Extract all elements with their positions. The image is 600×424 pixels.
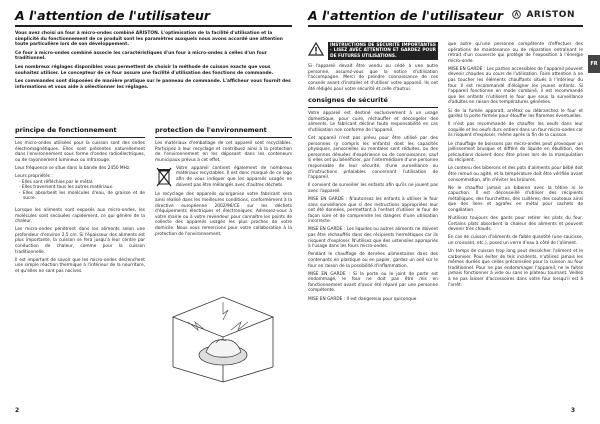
paragraph: MISE EN GARDE : Si la porte ou le joint de porte est endommagé, le four ne doit pas être mis en fonctionnement avant d'avoir été réparé par une personne compétente.: [308, 271, 438, 294]
paragraph: MISE EN GARDE : Les parties accessibles de l'appareil peuvent devenir chaudes au cours de l'utilisation. Faire attention à ne pas toucher les éléments chauffants situés à l'intérieur du four. Il est recommandé d'éloigner les jeunes enfants. Si l'appareil fonctionne en mode combiné, il est recommandé que les enfants n'utilisent le four que sous la surveillance d'adultes en raison des températures générées.: [448, 66, 583, 106]
paragraph: que autre qu'une personne compétente d'effectuer des opérations de maintenance ou de réparation entraînant le retrait d'un couvercle qui protège de l'exposition à l'énergie micro-onde.: [448, 42, 583, 64]
section-title: consignes de sécurité: [308, 96, 388, 105]
paragraph: Ne le chauffez jamais un biberon avec la tétine ni le capuchon. Il est déconseillé d'utiliser des récipients métalliques, des fourchettes, des cuillères, des couteaux ainsi que des liens et agrafes en métal pour sachets de congélation.: [448, 185, 583, 214]
list-item: - Elles sont réfléchies par le métal.: [19, 179, 94, 185]
paragraph: Pendant le chauffage de denrées alimentaires dans des contenants en plastique ou en papier, gardez un oeil sur le four en raison de la possibilité d'inflammation.: [308, 252, 438, 269]
ariston-logo-icon: [512, 10, 521, 19]
list-item: - Elles absorbent les molécules d'eau, de graisse et de sucre.: [19, 190, 145, 202]
paragraph: Lorsque les aliments sont exposés aux micro-ondes, les molécules sont secouées rapidement, ce qui génère de la chaleur.: [15, 207, 145, 225]
page-right: [300, 0, 600, 424]
section-rule: [155, 137, 292, 138]
paragraph: Il convient de surveiller les enfants afin qu'ils ne jouent pas avec l'appareil.: [308, 183, 438, 194]
warning-box: [308, 42, 438, 60]
list-item: - Elles traversent tous les autres matériaux.: [19, 185, 114, 191]
paragraph: Les matériaux d'emballage de cet appareil sont recyclables. Participez à leur recyclage et contribuez ainsi à la protection de l'environnement en les déposant dans les conteneurs municipaux prévus à cet effet.: [155, 141, 292, 163]
paragraph: Le recyclage des appareils qu'organise votre fabricant sera ainsi réalisé dans les meilleures conditions, conformément à la directive européenne 2002/96/CE sur les déchets d'équipements électriques et électroniques. Adressez-vous à votre mairie ou à votre revendeur pour connaître les points de collecte des appareils usagés les plus proches de votre domicile. Nous vous remercions pour votre collaboration à la protection de l'environnement.: [155, 192, 292, 237]
paragraph: Le contenu des biberons et des pots d'aliments pour bébé doit être remué ou agité, et la température doit être vérifiée avant consommation, afin d'éviter les brûlures.: [448, 166, 583, 183]
paragraph: Si de la fumée apparaît, arrêtez ou débranchez le four et gardez la porte fermée pour étouffer les flammes éventuelles.: [448, 108, 583, 120]
page-number: 3: [570, 407, 575, 414]
page-title: A l'attention de l'utilisateur: [308, 8, 504, 23]
warning-icon: [308, 42, 324, 60]
paragraph: Votre appareil contient également de nombreux matériaux recyclables. Il est donc marqué de ce logo afin de vous indiquer que les appareils usagés ne doivent pas être mélangés avec d'autres déchets.: [176, 165, 292, 188]
protection-section: [155, 126, 292, 240]
intro-text: [15, 31, 292, 93]
principe-section: [15, 126, 145, 277]
paragraph: Leur fréquence se situe dans la bande des 2450 MHz.: [15, 165, 131, 171]
paragraph: Votre appareil est destiné exclusivement à un usage domestique, pour cuire, réchauffer et décongeler des aliments. Le fabricant décline toute responsabilité en cas d'utilisation non conforme de l'appareil.: [308, 111, 438, 133]
weee-notice: [155, 166, 292, 191]
paragraph: N'utilisez toujours des gants pour retirer les plats du four. Certains plats absorbent la chaleur des aliments et peuvent devenir très chauds.: [448, 216, 583, 233]
paragraph: MISE EN GARDE : Il est dangereux pour quiconque: [308, 296, 417, 302]
brand-name: ARISTON: [526, 10, 575, 20]
intro-paragraph: Les commandes sont disposées de manière pratique sur le panneau de commande. L'afficheur vous fournit des informations et vous aide à sélectionner les réglages.: [15, 79, 291, 90]
safety-column-2: [448, 42, 583, 291]
title-rule: [308, 25, 583, 27]
paragraph: Il n'est pas recommandé de chauffer les oeufs dans leur coquille et les oeufs durs entiers dans un four micro-ondes car ils risquent d'exploser, même après la fin de la cuisson.: [448, 122, 583, 139]
intro-paragraph: Ce four à micro-ondes combiné associe les caractéristiques d'un four à micro-ondes à celles d'un four traditionnel.: [15, 50, 267, 62]
page-number: 2: [15, 407, 20, 414]
intro-paragraph: Vous avez choisi un four à micro-ondes combiné ARISTON. L'optimisation de la facilité d'utilisation et la simplicité du fonctionnement de ce produit sont les paramètres auxquels nous avons accordé une attention toute particulière lors de son développement.: [15, 31, 283, 48]
crossed-bin-icon: [155, 166, 173, 191]
paragraph: Il est important de savoir que les micro-ondes déclenchent une simple réaction thermique à l'intérieur de la nourriture, et qu'elles ne sont pas nocives.: [15, 257, 145, 274]
intro-paragraph: Les nombreux réglages disponibles vous permettent de choisir la méthode de cuisson exacte que vous souhaitez utiliser. Le concepteur de ce four assure une facilité d'utilisation des fonctions de commande.: [15, 64, 274, 76]
paragraph: MISE EN GARDE : N'autorisez les enfants à utiliser le four sans surveillance que si des instructions appropriées leur ont été données, permettant à l'enfant d'utiliser le four de façon sûre et de comprendre les dangers d'une utilisation incorrecte.: [308, 197, 438, 225]
page-title: A l'attention de l'utilisateur: [15, 8, 211, 23]
section-rule: [308, 107, 438, 108]
warning-text: INSTRUCTIONS DE SÉCURITÉ IMPORTANTES - LISEZ AVEC ATTENTION ET GARDEZ POUR DE FUTURES UTILISATIONS.: [330, 43, 436, 59]
section-title: principe de fonctionnement: [15, 126, 117, 134]
microwave-waves-illustration: [168, 277, 278, 387]
paragraph: Les micro-ondes pénètrent dans les aliments selon une profondeur d'environ 2,5 cm. Si l'épaisseur des aliments est plus importante, la cuisson se fera jusqu'à leur centre par conduction de chaleur, comme pour la cuisson traditionnelle.: [15, 227, 145, 255]
paragraph: Le chauffage de boissons par micro-ondes peut provoquer un jaillissement brusque et différé de liquide en ébullition, des précautions doivent donc être prises lors de la manipulation du récipient.: [448, 141, 583, 164]
section-rule: [15, 137, 145, 138]
paragraph: Cet appareil n'est pas prévu pour être utilisé par des personnes (y compris les enfants) dont les capacités physiques, sensorielles ou mentales sont réduites, ou des personnes dénuées d'expérience ou de connaissance, sauf si elles ont pu bénéficier, par l'intermédiaire d'une personne responsable de leur sécurité, d'une surveillance ou d'instructions préalables concernant l'utilisation de l'appareil.: [308, 136, 438, 181]
paragraph: Si l'appareil devait être vendu ou cédé à une autre personne, assurez-vous que la notice d'utilisation l'accompagne. Merci de prendre connaissance de ces conseils avant d'installer et d'utiliser votre appareil. Ils ont été rédigés pour votre sécurité et celle d'autrui.: [308, 64, 438, 92]
brand-logo: [512, 10, 575, 20]
paragraph: Un temps de cuisson trop long peut dessécher l'aliment et le carboniser. Pour éviter de tels incidents, n'utilisez jamais les mêmes durées que celles préconisées pour la cuisson au four traditionnel. Pour ne pas endommager l'appareil, ne le faites jamais fonctionner à vide ou sans le plateau tournant. Veillez à ne pas laisser d'accessoires dans votre four lorsqu'il est à l'arrêt.: [448, 249, 583, 288]
title-rule: [15, 25, 292, 27]
paragraph: En cas de cuisson d'aliments de faible quantité (une saucisse, un croissant, etc.), posez un verre d'eau à côté de l'aliment.: [448, 235, 583, 246]
language-tab: FR: [588, 55, 600, 73]
safety-column-1: [308, 42, 438, 305]
paragraph: Leurs propriétés :: [15, 173, 53, 179]
paragraph: Les micro-ondes utilisées pour la cuisson sont des ondes électromagnétiques. Elles sont présentes naturellement dans l'environnement sous forme d'ondes radioélectriques, ou de rayonnement lumineux ou infrarouge.: [15, 141, 145, 163]
section-title: protection de l'environnement: [155, 126, 267, 134]
paragraph: MISE EN GARDE : Les liquides ou autres aliments ne doivent pas être réchauffés dans des récipients hermétiques car ils risquent d'exploser. N'utilisez que des ustensiles appropriés à l'usage dans les fours micro-ondes.: [308, 227, 438, 250]
